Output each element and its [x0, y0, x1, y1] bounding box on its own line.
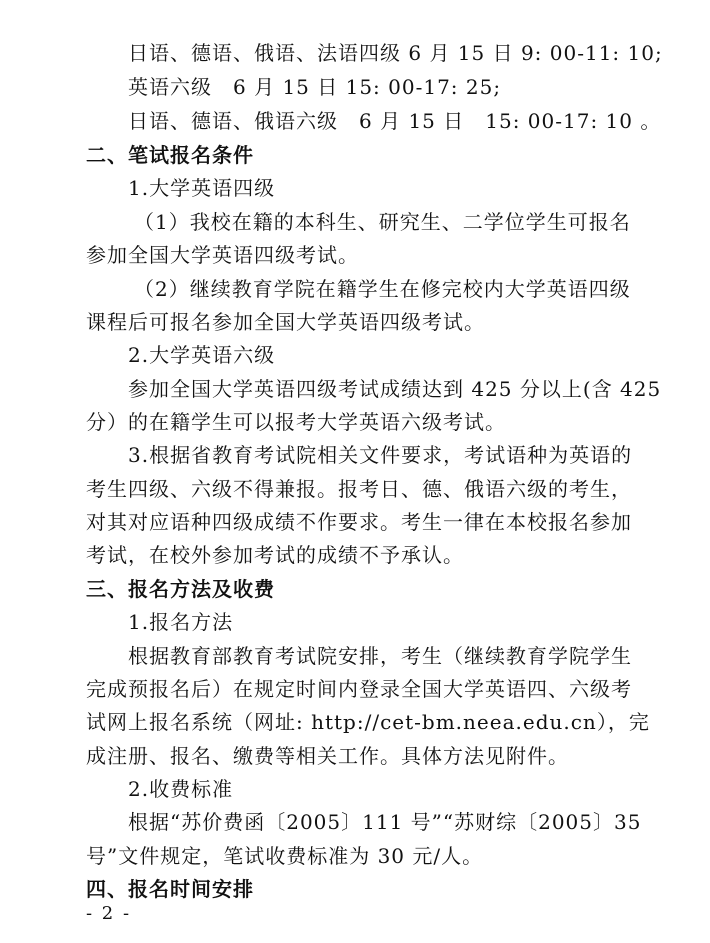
- paragraph-line: 根据教育部教育考试院安排，考生（继续教育学院学生: [128, 644, 632, 668]
- subheading-fee-standard: 2.收费标准: [128, 777, 234, 801]
- paragraph-line: 参加全国大学英语四级考试成绩达到 425 分以上(含 425: [128, 377, 662, 401]
- paragraph-line: 考试，在校外参加考试的成绩不予承认。: [86, 543, 464, 567]
- paragraph-line: 完成预报名后）在规定时间内登录全国大学英语四、六级考: [86, 677, 632, 701]
- paragraph-line: 试网上报名系统（网址: http://cet-bm.neea.edu.cn），完: [86, 710, 650, 734]
- paragraph-line: （1）我校在籍的本科生、研究生、二学位学生可报名: [134, 210, 631, 234]
- exam-time-line-2: 英语六级 6 月 15 日 15: 00-17: 25;: [128, 75, 502, 99]
- paragraph-line: （2）继续教育学院在籍学生在修完校内大学英语四级: [134, 277, 631, 301]
- subheading-cet4: 1.大学英语四级: [128, 176, 276, 200]
- section-heading-3: 三、报名方法及收费: [86, 577, 275, 601]
- paragraph-line: 号”文件规定，笔试收费标准为 30 元/人。: [86, 844, 484, 868]
- section-heading-2: 二、笔试报名条件: [86, 143, 254, 167]
- paragraph-line: 参加全国大学英语四级考试。: [86, 243, 359, 267]
- paragraph-line: 考生四级、六级不得兼报。报考日、德、俄语六级的考生，: [86, 477, 632, 501]
- paragraph-line: 课程后可报名参加全国大学英语四级考试。: [86, 310, 485, 334]
- subheading-cet6: 2.大学英语六级: [128, 343, 276, 367]
- subheading-registration-method: 1.报名方法: [128, 610, 234, 634]
- exam-time-line-1: 日语、德语、俄语、法语四级 6 月 15 日 9: 00-11: 10;: [128, 41, 663, 65]
- page-number: - 2 -: [86, 903, 132, 924]
- paragraph-line: 根据“苏价费函〔2005〕111 号”“苏财综〔2005〕35: [128, 810, 642, 834]
- paragraph-line: 对其对应语种四级成绩不作要求。考生一律在本校报名参加: [86, 510, 632, 534]
- exam-time-line-3: 日语、德语、俄语六级 6 月 15 日 15: 00-17: 10 。: [128, 109, 662, 133]
- paragraph-line: 成注册、报名、缴费等相关工作。具体方法见附件。: [86, 744, 569, 768]
- paragraph-line: 3.根据省教育考试院相关文件要求，考试语种为英语的: [128, 443, 633, 467]
- section-heading-4: 四、报名时间安排: [86, 877, 254, 901]
- paragraph-line: 分）的在籍学生可以报考大学英语六级考试。: [86, 410, 506, 434]
